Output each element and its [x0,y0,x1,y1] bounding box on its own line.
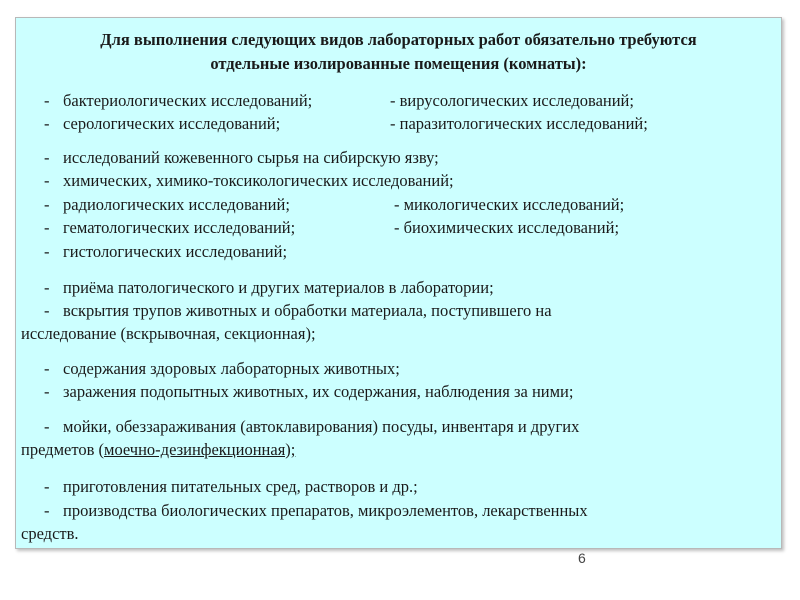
list-item-parasitological: - паразитологических исследований; [390,114,648,133]
list-dash: - [44,477,50,496]
list-dash: - [44,382,50,401]
list-dash: - [44,242,50,261]
list-dash: - [44,114,50,133]
list-dash: - [44,417,50,436]
heading-line-1: Для выполнения следующих видов лабораторных работ обязательно требуются [100,30,697,49]
washing-room-name: моечно-дезинфекционная); [104,440,296,459]
list-dash: - [44,218,50,237]
list-dash: - [44,171,50,190]
list-item-biochemical: - биохимических исследований; [394,218,620,237]
slide-heading [16,28,781,76]
list-dash: - [44,301,50,320]
heading-line-2: отдельные изолированные помещения (комнаты): [210,54,587,73]
list-item-virological: - вирусологических исследований; [390,91,634,110]
list-dash: - [44,278,50,297]
list-dash: - [44,359,50,378]
list-dash: - [44,148,50,167]
content-box: Для выполнения следующих видов лабораторных работ обязательно требуются отдельные изолированные помещения (комнаты): - бактериологических исследований; - вирусологических исследований; - серологических исследований; - паразитологических исследований; - исследований кожевенного сырья на сибирскую язву; - химических, химико-токсикологических исследований; - радиологических исследований; - микологических исследований; - гематологических исследований; - биохимических исследований; - гистологических исследований; - приёма патологического и других материалов в лаборатории; - вскрытия трупов животных и обработки материала, поступившего на исследование (вскрывочная, секционная); - содержания здоровых лабораторных животных; - заражения подопытных животных, их содержания, наблюдения за ними; - мойки, обеззараживания (автоклавирования) посуды, инвентаря и других предметов (моечно-дезинфекционная); - приготовления питательных сред, растворов и др.; - производства биологических препаратов, микроэлементов, лекарственных средств. [15,17,782,549]
list-dash: - [44,195,50,214]
list-dash: - [44,501,50,520]
page-number: 6 [578,550,586,566]
list-item-mycological: - микологических исследований; [394,195,625,214]
list-dash: - [44,91,50,110]
